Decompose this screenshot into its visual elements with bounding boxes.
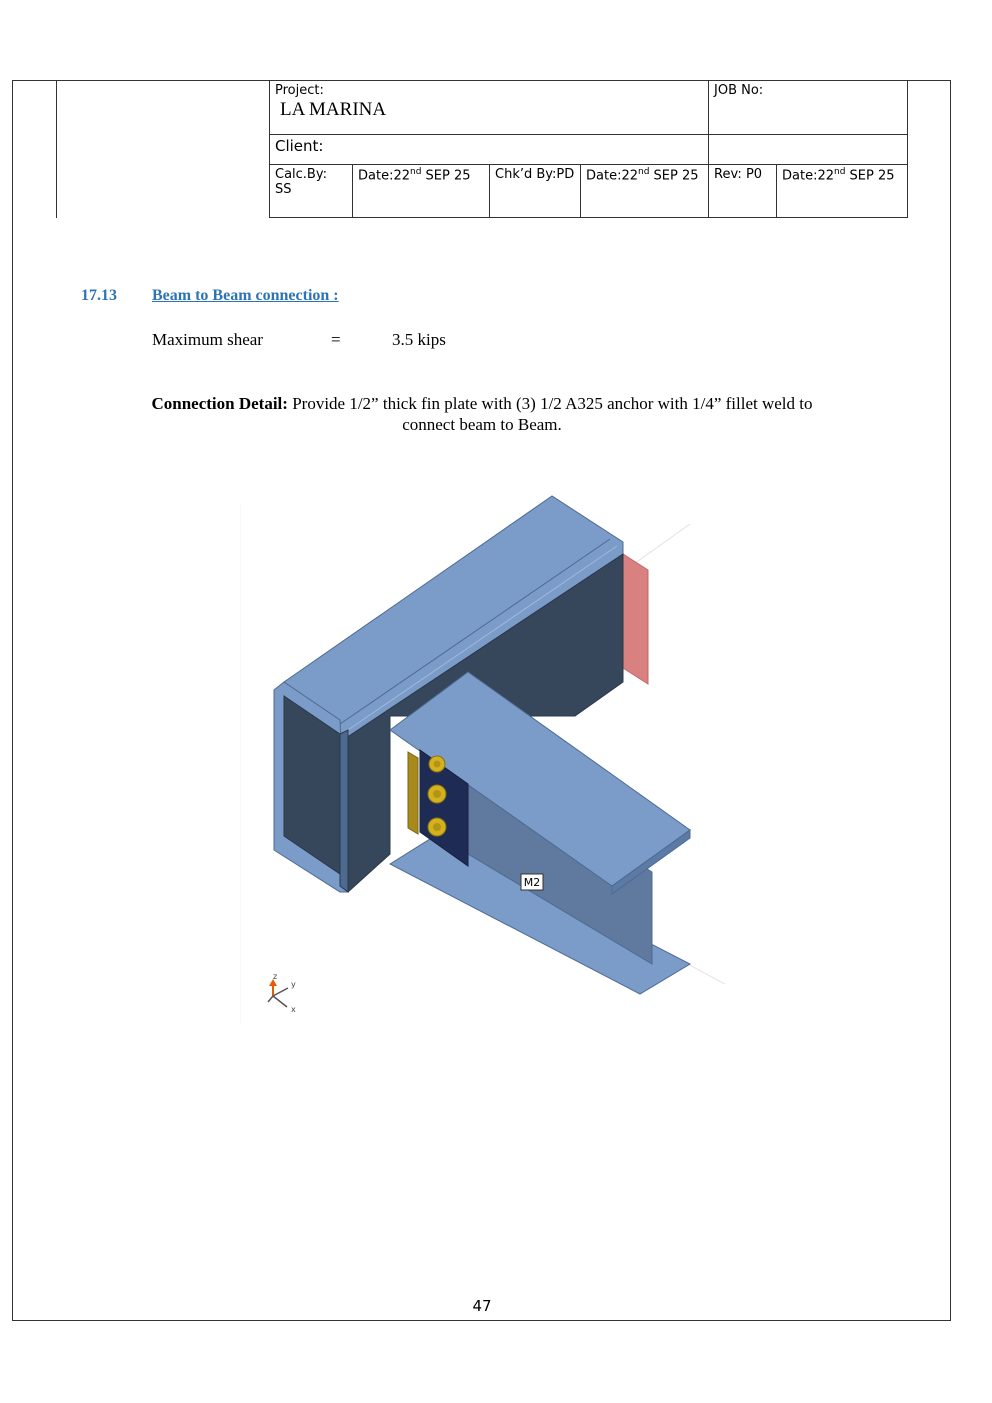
connection-3d-figure	[240, 494, 730, 1024]
client-label: Client:	[275, 137, 324, 155]
job-cell	[709, 81, 908, 135]
detail-label: Connection Detail:	[151, 394, 288, 413]
client-cell	[270, 135, 709, 165]
axis-y-label: y	[291, 980, 296, 989]
date3-prefix: Date:22	[782, 168, 834, 184]
end-plate	[623, 554, 648, 684]
chkd-by-cell	[490, 165, 581, 218]
header-left-divider	[56, 80, 57, 218]
date2-cell	[581, 165, 709, 218]
date1-cell	[353, 165, 490, 218]
date3-suffix: SEP 25	[845, 168, 895, 184]
axis-x-label: x	[291, 1005, 296, 1014]
title-block	[269, 80, 908, 218]
client-extra-cell	[709, 135, 908, 165]
shear-equals: =	[331, 330, 341, 349]
detail-text-line2: connect beam to Beam.	[402, 415, 562, 434]
project-name: LA MARINA	[280, 99, 387, 120]
section-number: 17.13	[81, 287, 117, 304]
bolt	[428, 818, 446, 836]
date2-suffix: SEP 25	[649, 168, 699, 184]
date3-sup: nd	[834, 167, 846, 177]
calc-by: Calc.By: SS	[275, 167, 327, 197]
axis-triad-icon	[268, 972, 296, 1014]
chkd-by: Chk’d By:PD	[495, 167, 575, 182]
shear-label: Maximum shear	[152, 330, 263, 349]
page-number: 47	[472, 1297, 492, 1315]
rev-cell	[709, 165, 777, 218]
date2-sup: nd	[638, 167, 650, 177]
date1-sup: nd	[410, 167, 422, 177]
fillet-weld	[408, 752, 418, 834]
date2-prefix: Date:22	[586, 168, 638, 184]
project-label: Project:	[275, 83, 324, 98]
rev: Rev: P0	[714, 167, 763, 182]
date1-prefix: Date:22	[358, 168, 410, 184]
bolt	[428, 785, 446, 803]
job-label: JOB No:	[714, 83, 764, 98]
detail-text-line1: Provide 1/2” thick fin plate with (3) 1/2 A325 anchor with 1/4” fillet weld to	[287, 394, 813, 413]
main-beam-lip	[340, 730, 348, 892]
project-cell	[270, 81, 709, 135]
section-title: Beam to Beam connection :	[152, 287, 339, 304]
date3-cell	[777, 165, 908, 218]
bolt	[429, 756, 445, 772]
calc-by-cell	[270, 165, 353, 218]
member-label: M2	[523, 876, 541, 889]
date1-suffix: SEP 25	[421, 168, 471, 184]
connection-detail	[100, 393, 864, 435]
shear-value: 3.5 kips	[392, 330, 446, 349]
axis-z-label: z	[273, 972, 278, 981]
